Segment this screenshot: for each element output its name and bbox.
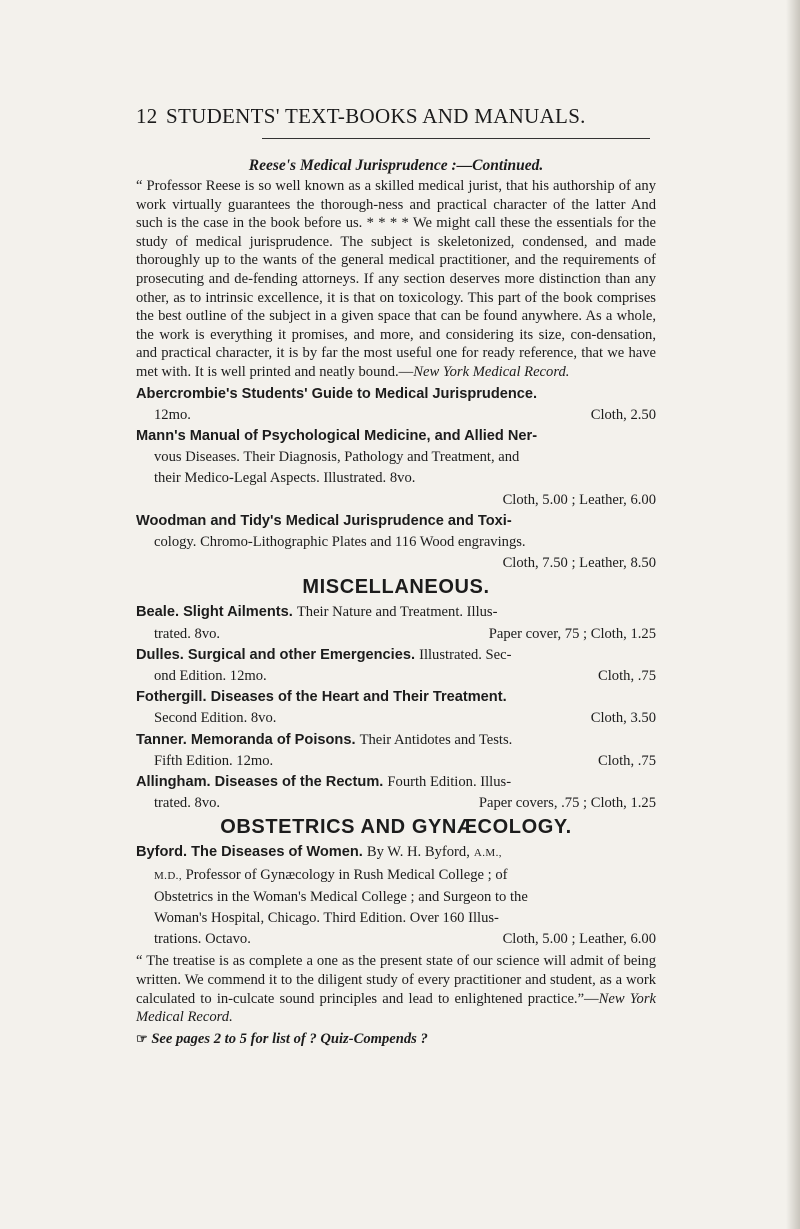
review-text: “ Professor Reese is so well known as a skilled medical jurist, that his authorship of any work virtually guarantees the thorough-ness and practical character of the latter And such is the case in the book before us. * * * * We might call these the essentials for the study of medical jurisprudence. The subject is skeletonized, condensed, and made thoroughly up to the wants of the general medical practitioner, and the requirements of prosecuting and de-fending attorneys. If any section deserves more distinction than any other, as to intrinsic excellence, it is that on toxicology. This part of the book comprises the best outline of the subject in a given space that can be found anywhere. As a whole, the work is everything it promises, and more, and considering its size, con-densation, and practical character, it is by far the most useful one for ready reference, that we have met with. It is well printed and neatly bound.—	[136, 178, 656, 380]
book-entry-tanner	[136, 730, 656, 772]
entry-price: Cloth, 2.50	[590, 406, 656, 423]
entry-price: Cloth, 5.00 ; Leather, 6.00	[502, 931, 656, 948]
book-entry-abercrombie	[136, 384, 656, 426]
section-heading-miscellaneous: MISCELLANEOUS.	[302, 576, 490, 599]
book-entry-byford	[136, 842, 656, 950]
entry-author: Allingham.	[136, 773, 211, 790]
page-header	[136, 104, 656, 132]
entry-description: Professor of Gynæcology in Rush Medical College ; of	[185, 866, 508, 883]
entry-format: trations. Octavo.	[154, 931, 251, 948]
entry-price: Cloth, .75	[598, 667, 656, 684]
entry-format: Fifth Edition. 12mo.	[154, 752, 274, 769]
entry-format: trated. 8vo.	[154, 795, 221, 812]
entry-title: Diseases of the Rectum.	[214, 773, 384, 790]
entry-format: trated. 8vo.	[154, 625, 221, 642]
book-entry-allingham	[136, 772, 656, 814]
entry-price: Cloth, 5.00 ; Leather, 6.00	[502, 491, 656, 508]
entry-title: Memoranda of Poisons.	[190, 731, 356, 748]
entry-author: Dulles.	[136, 646, 184, 663]
entry-title: Slight Ailments.	[183, 604, 293, 621]
header-rule	[262, 138, 650, 139]
entry-title: Mann's Manual of Psychological Medicine, and Allied Ner-	[136, 427, 538, 444]
review-source: New York Medical Record.	[136, 990, 656, 1026]
see-pages-text: See pages 2 to 5 for list of ? Quiz-Compends ?	[151, 1030, 428, 1047]
degree-am: A.M.,	[473, 847, 502, 860]
entry-price: Paper covers, .75 ; Cloth, 1.25	[478, 795, 656, 812]
book-page	[136, 104, 656, 1048]
entry-description-3: Woman's Hospital, Chicago. Third Edition. Over 160 Illus-	[154, 910, 499, 926]
page-title: STUDENTS' TEXT-BOOKS AND MANUALS.	[166, 104, 586, 128]
entry-description: Their Nature and Treatment. Illus-	[296, 604, 498, 621]
entry-title: The Diseases of Women.	[191, 844, 363, 861]
entry-description: Illustrated. Sec-	[419, 646, 512, 663]
entry-title: Surgical and other Emergencies.	[187, 646, 416, 663]
review-quote-reese	[136, 177, 656, 382]
entry-description: cology. Chromo-Lithographic Plates and 116 Wood engravings.	[154, 533, 526, 550]
review-quote-byford	[136, 952, 656, 1026]
degree-md: M.D.,	[154, 869, 182, 882]
entry-title: Diseases of the Heart and Their Treatment.	[210, 689, 507, 706]
entry-price: Cloth, .75	[598, 752, 656, 769]
book-entry-mann	[136, 426, 656, 511]
page-number: 12	[136, 104, 158, 128]
entry-price: Cloth, 7.50 ; Leather, 8.50	[502, 555, 656, 572]
entry-description: Their Antidotes and Tests.	[359, 731, 513, 748]
entry-format: 12mo.	[154, 406, 191, 423]
entry-author: Byford.	[136, 844, 188, 861]
running-head: Reese's Medical Jurisprudence :—Continued.	[248, 157, 544, 174]
entry-title: Abercrombie's Students' Guide to Medical Jurisprudence.	[136, 385, 538, 402]
entry-description: Fourth Edition. Illus-	[387, 773, 512, 790]
entry-author: Tanner.	[136, 731, 187, 748]
entry-price: Cloth, 3.50	[590, 710, 656, 727]
book-entry-fothergill	[136, 687, 656, 729]
page-edge-shadow	[786, 0, 800, 1229]
book-entry-beale	[136, 602, 656, 644]
pointing-hand-icon: ☞	[136, 1030, 148, 1046]
entry-price: Paper cover, 75 ; Cloth, 1.25	[488, 625, 656, 642]
book-entry-dulles	[136, 645, 656, 687]
entry-author: Fothergill.	[136, 689, 207, 706]
book-entry-woodman-tidy	[136, 511, 656, 575]
entry-format: Second Edition. 8vo.	[154, 710, 277, 727]
entry-byline: By W. H. Byford,	[366, 844, 470, 861]
entry-author: Beale.	[136, 604, 179, 621]
entry-format: ond Edition. 12mo.	[154, 667, 267, 684]
entry-description: vous Diseases. Their Diagnosis, Pathology and Treatment, and	[154, 449, 520, 466]
entry-description-2: Obstetrics in the Woman's Medical College ; and Surgeon to the	[154, 888, 528, 905]
review-text: “ The treatise is as complete a one as the present state of our science will admit of being written. We commend it to the diligent study of every practitioner and student, as a work calculated to in-culcate sound principles and lead to enlightened practice.”—	[136, 953, 656, 1007]
review-source: New York Medical Record.	[413, 363, 570, 380]
entry-description-2: their Medico-Legal Aspects. Illustrated. 8vo.	[154, 470, 416, 487]
entry-title: Woodman and Tidy's Medical Jurisprudence and Toxi-	[136, 512, 512, 529]
section-heading-obstetrics: OBSTETRICS AND GYNÆCOLOGY.	[220, 816, 572, 839]
see-pages-note	[136, 1031, 656, 1048]
